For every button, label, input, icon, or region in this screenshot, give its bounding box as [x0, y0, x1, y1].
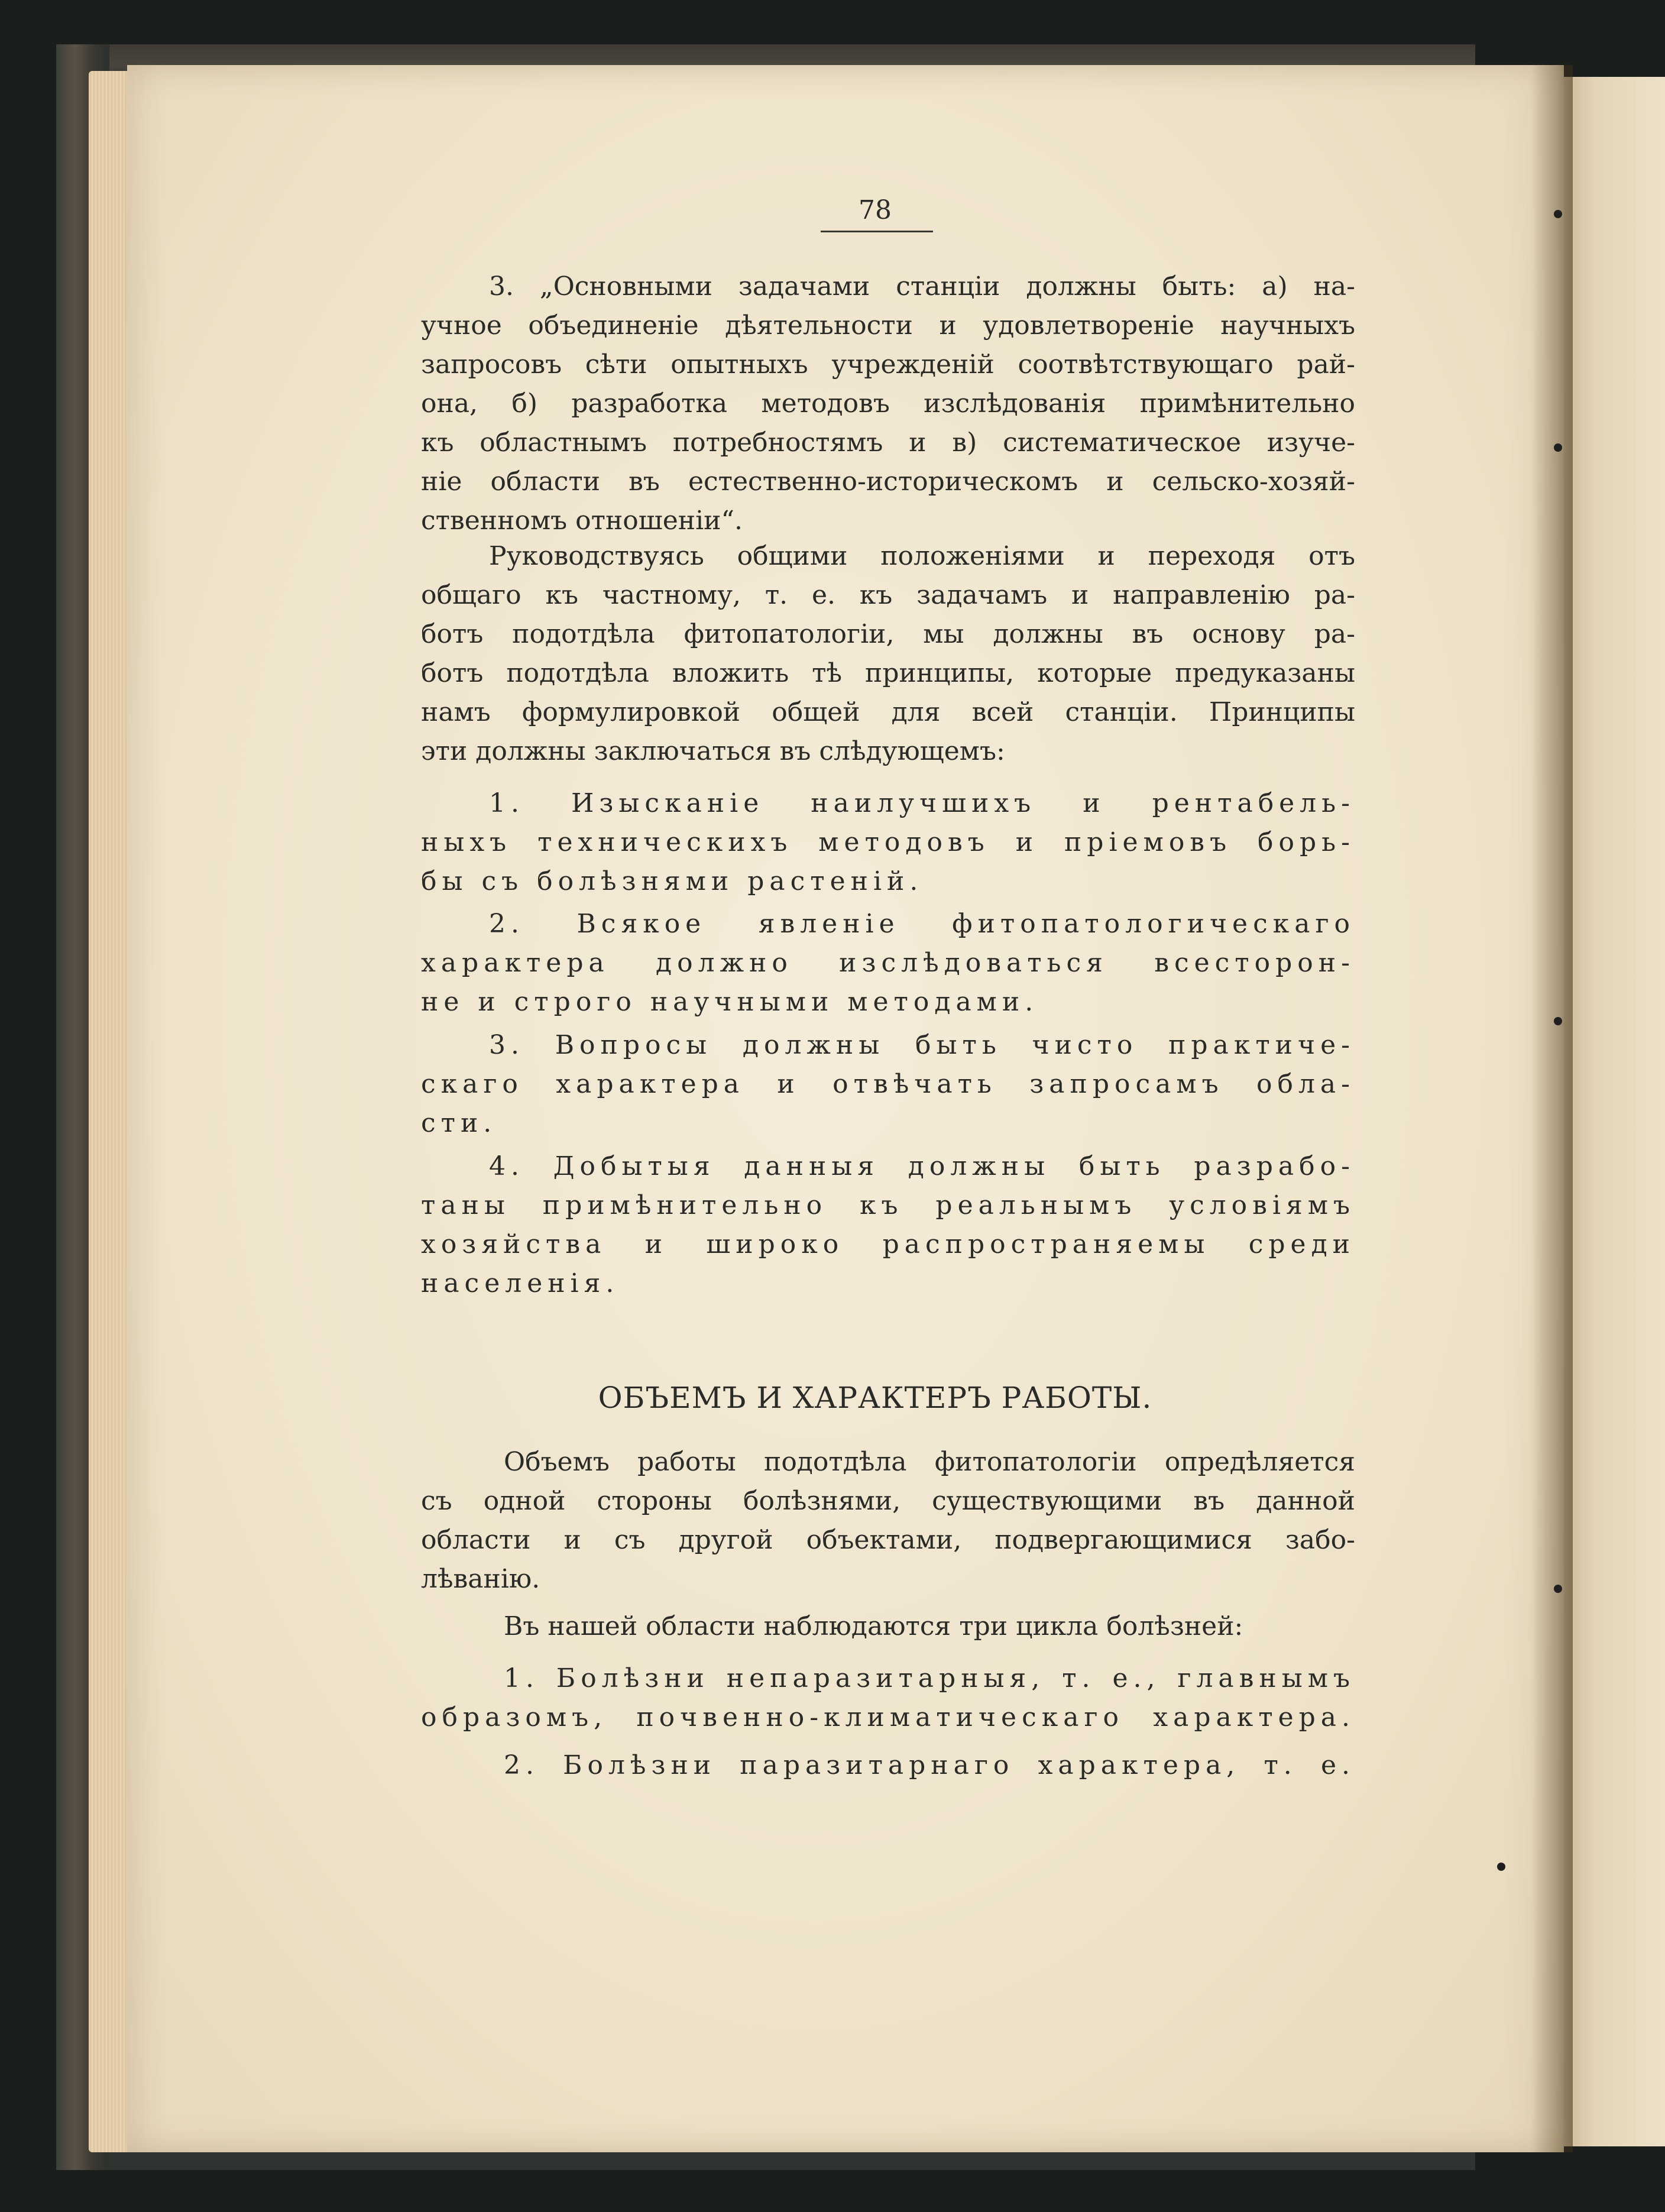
page-number-rule — [821, 231, 933, 232]
principle-item-3 — [421, 1026, 1355, 1143]
text-line: запросовъ сѣти опытныхъ учрежденій соотвѣтствующаго рай- — [421, 349, 1355, 380]
paragraph-principles-intro — [421, 537, 1355, 771]
text-line: 1. Болѣзни непаразитарныя, т. е., главнымъ — [504, 1663, 1355, 1693]
text-line: Въ нашей области наблюдаются три цикла болѣзней: — [504, 1611, 1243, 1641]
cycle-item-1 — [421, 1659, 1355, 1737]
text-line: съ одной стороны болѣзнями, существующими въ данной — [421, 1486, 1355, 1516]
margin-mark — [1554, 210, 1562, 218]
margin-dot — [1497, 1863, 1505, 1871]
text-line: скаго характера и отвѣчать запросамъ обла- — [421, 1069, 1355, 1099]
text-line: Руководствуясь общими положеніями и переходя отъ — [489, 541, 1355, 571]
text-line: 2. Болѣзни паразитарнаго характера, т. е. — [504, 1750, 1355, 1780]
text-line: 3. Вопросы должны быть чисто практиче- — [489, 1030, 1355, 1060]
text-line: области и съ другой объектами, подвергающимися забо- — [421, 1525, 1355, 1555]
text-line: не и строго научными методами. — [421, 987, 1039, 1017]
paragraph-cycles-intro — [421, 1607, 1355, 1646]
text-line: бы съ болѣзнями растеній. — [421, 866, 924, 896]
text-line: эти должны заключаться въ слѣдующемъ: — [421, 736, 1005, 766]
text-line: Объемъ работы подотдѣла фитопатологіи опредѣляется — [504, 1447, 1355, 1477]
text-line: она, б) разработка методовъ изслѣдованія примѣнительно — [421, 388, 1355, 419]
text-line: 4. Добытыя данныя должны быть разрабо- — [489, 1151, 1355, 1181]
facing-page-edge — [1564, 77, 1665, 2146]
text-line: населенія. — [421, 1268, 620, 1298]
text-line: 1. Изысканіе наилучшихъ и рентабель- — [489, 788, 1355, 818]
text-line: учное объединеніе дѣятельности и удовлетвореніе научныхъ — [421, 310, 1355, 341]
text-line: ботъ подотдѣла вложить тѣ принципы, которые предуказаны — [421, 658, 1355, 688]
principle-item-2 — [421, 905, 1355, 1022]
principle-item-1 — [421, 784, 1355, 901]
paragraph-station-tasks — [421, 267, 1355, 540]
text-line: ственномъ отношеніи“. — [421, 506, 743, 536]
text-line: 2. Всякое явленіе фитопатологическаго — [489, 909, 1355, 939]
text-line: образомъ, почвенно-климатическаго характера. — [421, 1702, 1355, 1732]
text-line: характера должно изслѣдоваться всесторон- — [421, 948, 1355, 978]
cycle-item-2 — [421, 1746, 1355, 1785]
section-heading: ОБЪЕМЪ И ХАРАКТЕРЪ РАБОТЫ. — [598, 1381, 1152, 1415]
margin-mark — [1554, 1585, 1562, 1593]
text-line: хозяйства и широко распространяемы среди — [421, 1229, 1355, 1259]
text-line: намъ формулировкой общей для всей станціи. Принципы — [421, 697, 1355, 727]
gutter-shadow — [1531, 65, 1573, 2152]
margin-mark — [1554, 1017, 1562, 1025]
text-line: ныхъ техническихъ методовъ и пріемовъ борь- — [421, 827, 1355, 857]
text-line: таны примѣнительно къ реальнымъ условіямъ — [421, 1190, 1355, 1220]
text-line: ніе области въ естественно-историческомъ и сельско-хозяй- — [421, 467, 1355, 497]
principle-item-4 — [421, 1147, 1355, 1303]
text-line: 3. „Основными задачами станціи должны быть: а) на- — [489, 271, 1355, 302]
text-line: къ областнымъ потребностямъ и в) систематическое изуче- — [421, 427, 1355, 458]
page-number: 78 — [859, 195, 892, 225]
text-line: общаго къ частному, т. е. къ задачамъ и направленію ра- — [421, 580, 1355, 610]
text-line: ботъ подотдѣла фитопатологіи, мы должны въ основу ра- — [421, 619, 1355, 649]
text-line: лѣванію. — [421, 1564, 540, 1594]
margin-mark — [1554, 443, 1562, 452]
text-line: сти. — [421, 1108, 497, 1138]
paragraph-scope — [421, 1443, 1355, 1599]
